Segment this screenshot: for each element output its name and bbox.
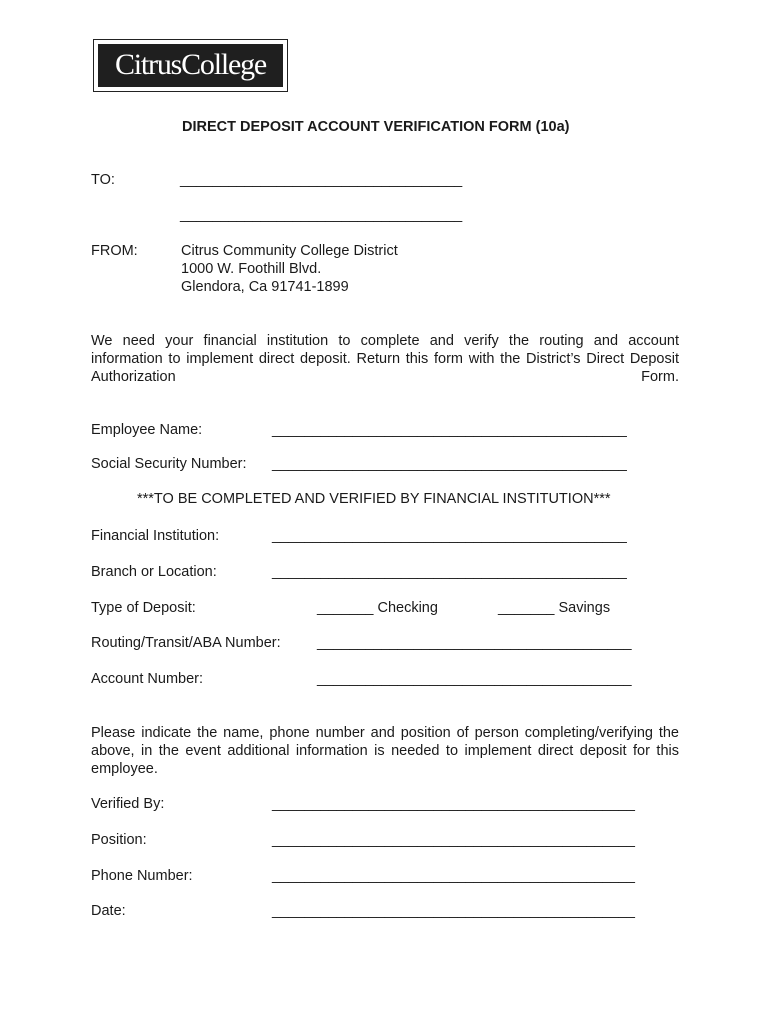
ssn-field[interactable]: ____________________________________________ — [272, 456, 627, 472]
account-number-label: Account Number: — [91, 671, 204, 687]
from-address-line-2: 1000 W. Foothill Blvd. — [181, 261, 322, 277]
position-label: Position: — [91, 832, 147, 848]
ssn-label: Social Security Number: — [91, 456, 247, 472]
routing-number-field[interactable]: _______________________________________ — [317, 635, 632, 651]
logo-plate — [98, 44, 283, 87]
financial-institution-label: Financial Institution: — [91, 528, 220, 544]
to-label: TO: — [91, 172, 115, 188]
intro-paragraph: We need your financial institution to complete and verify the routing and account information to implement direct deposit. Return this form with the District’s Direct Deposit Authorization Form. — [91, 333, 679, 385]
from-address-line-3: Glendora, Ca 91741-1899 — [181, 279, 349, 295]
citrus-college-logo — [93, 39, 288, 92]
routing-number-label: Routing/Transit/ABA Number: — [91, 635, 281, 651]
from-address-line-1: Citrus Community College District — [181, 243, 398, 259]
phone-number-field[interactable]: _____________________________________________ — [272, 868, 635, 884]
to-line-2[interactable]: ___________________________________ — [180, 207, 463, 223]
bank-section-heading: ***TO BE COMPLETED AND VERIFIED BY FINANCIAL INSTITUTION*** — [137, 491, 611, 507]
form-title: DIRECT DEPOSIT ACCOUNT VERIFICATION FORM (10a) — [182, 119, 570, 135]
date-field[interactable]: _____________________________________________ — [272, 903, 635, 919]
from-label: FROM: — [91, 243, 138, 259]
verified-by-label: Verified By: — [91, 796, 165, 812]
checking-option[interactable]: _______ Checking — [317, 600, 438, 616]
phone-number-label: Phone Number: — [91, 868, 193, 884]
account-number-field[interactable]: _______________________________________ — [317, 671, 632, 687]
branch-location-field[interactable]: ____________________________________________ — [272, 564, 627, 580]
employee-name-label: Employee Name: — [91, 422, 203, 438]
verifier-paragraph: Please indicate the name, phone number and position of person completing/verifying the above, in the event additional information is needed to implement direct deposit for this employee. — [91, 725, 679, 777]
logo-text: CitrusCollege — [114, 47, 267, 81]
verified-by-field[interactable]: _____________________________________________ — [272, 796, 635, 812]
to-line-1[interactable]: ___________________________________ — [180, 172, 463, 188]
date-label: Date: — [91, 903, 126, 919]
savings-option[interactable]: _______ Savings — [498, 600, 611, 616]
financial-institution-field[interactable]: ____________________________________________ — [272, 528, 627, 544]
deposit-type-label: Type of Deposit: — [91, 600, 196, 616]
position-field[interactable]: _____________________________________________ — [272, 832, 635, 848]
employee-name-field[interactable]: ____________________________________________ — [272, 422, 627, 438]
branch-location-label: Branch or Location: — [91, 564, 217, 580]
